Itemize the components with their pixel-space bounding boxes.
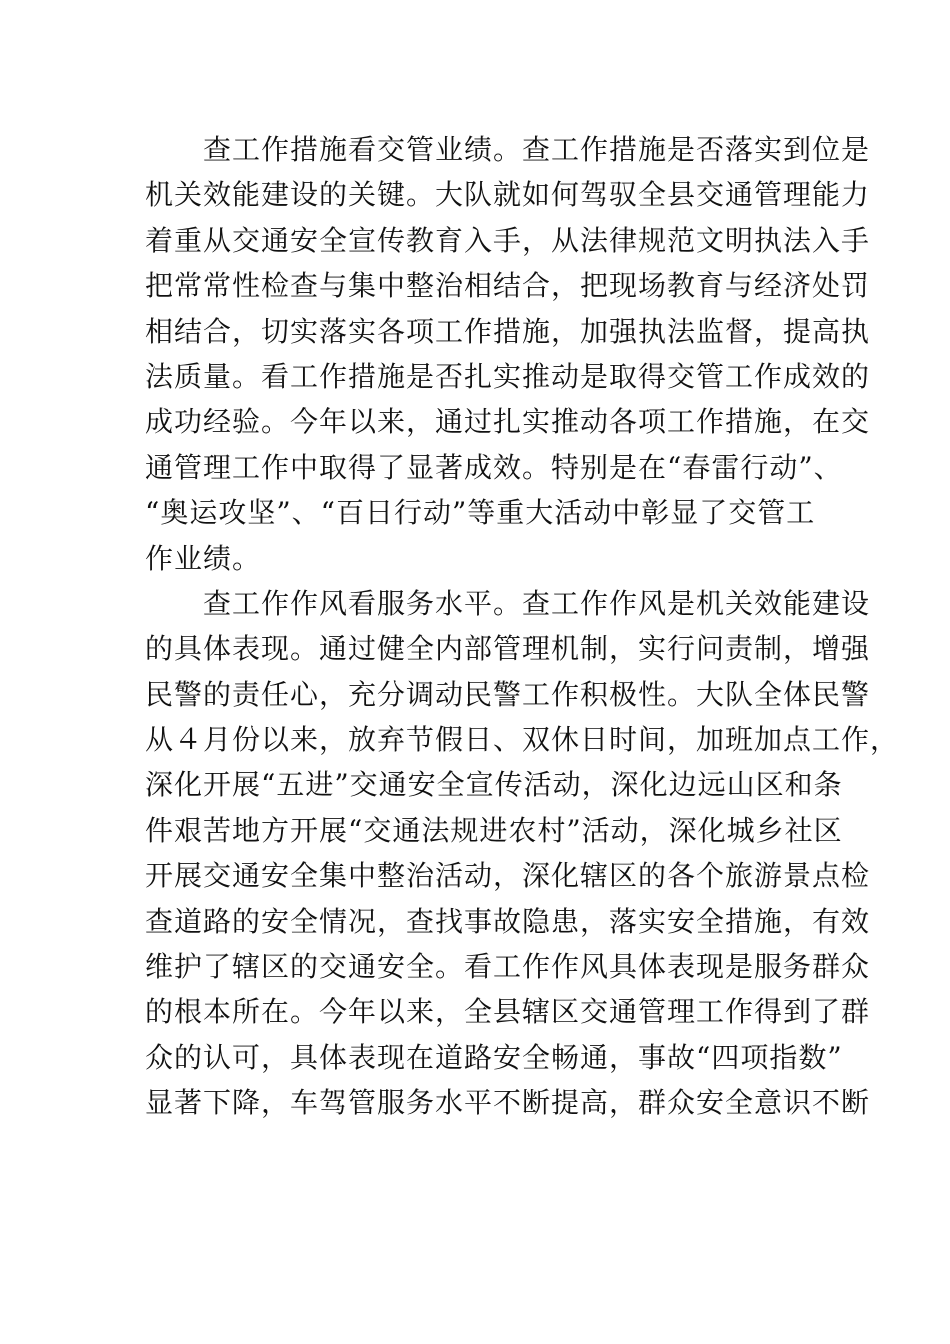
paragraph-line: 法质量。看工作措施是否扎实推动是取得交管工作成效的 [145,359,871,393]
paragraph-line: 机关效能建设的关键。大队就如何驾驭全县交通管理能力 [145,178,871,212]
paragraph-line: 显著下降，车驾管服务水平不断提高，群众安全意识不断 [145,1086,871,1120]
paragraph-line: 的根本所在。今年以来，全县辖区交通管理工作得到了群 [145,995,871,1029]
paragraph-line: 民警的责任心，充分调动民警工作积极性。大队全体民警 [145,677,871,711]
paragraph-line: 着重从交通安全宣传教育入手，从法律规范文明执法入手 [145,223,871,257]
paragraph-line: 维护了辖区的交通安全。看工作作风具体表现是服务群众 [145,950,871,984]
paragraph-line: 查工作作风看服务水平。查工作作风是机关效能建设 [203,586,871,620]
paragraph-line: 众的认可，具体表现在道路安全畅通，事故“四项指数” [145,1040,843,1074]
paragraph-work-measures [145,127,871,581]
paragraph-line: “奥运攻坚”、“百日行动”等重大活动中彰显了交管工 [145,496,816,530]
paragraph-work-style [145,581,900,1126]
paragraph-line: 从４月份以来，放弃节假日、双休日时间，加班加点工作， [145,723,900,757]
paragraph-line: 成功经验。今年以来，通过扎实推动各项工作措施，在交 [145,405,871,439]
paragraph-line: 查道路的安全情况，查找事故隐患，落实安全措施，有效 [145,904,871,938]
paragraph-line: 深化开展“五进”交通安全宣传活动，深化边远山区和条 [145,768,843,802]
paragraph-line: 开展交通安全集中整治活动，深化辖区的各个旅游景点检 [145,859,871,893]
paragraph-line: 把常常性检查与集中整治相结合，把现场教育与经济处罚 [145,269,871,303]
paragraph-line: 相结合，切实落实各项工作措施，加强执法监督，提高执 [145,314,871,348]
paragraph-line: 通管理工作中取得了显著成效。特别是在“春雷行动”、 [145,450,843,484]
paragraph-line: 件艰苦地方开展“交通法规进农村”活动，深化城乡社区 [145,813,843,847]
paragraph-line: 查工作措施看交管业绩。查工作措施是否落实到位是 [203,133,871,166]
document-body [145,127,900,1126]
paragraph-line: 的具体表现。通过健全内部管理机制，实行问责制，增强 [145,632,871,666]
paragraph-line: 作业绩。 [145,541,262,575]
